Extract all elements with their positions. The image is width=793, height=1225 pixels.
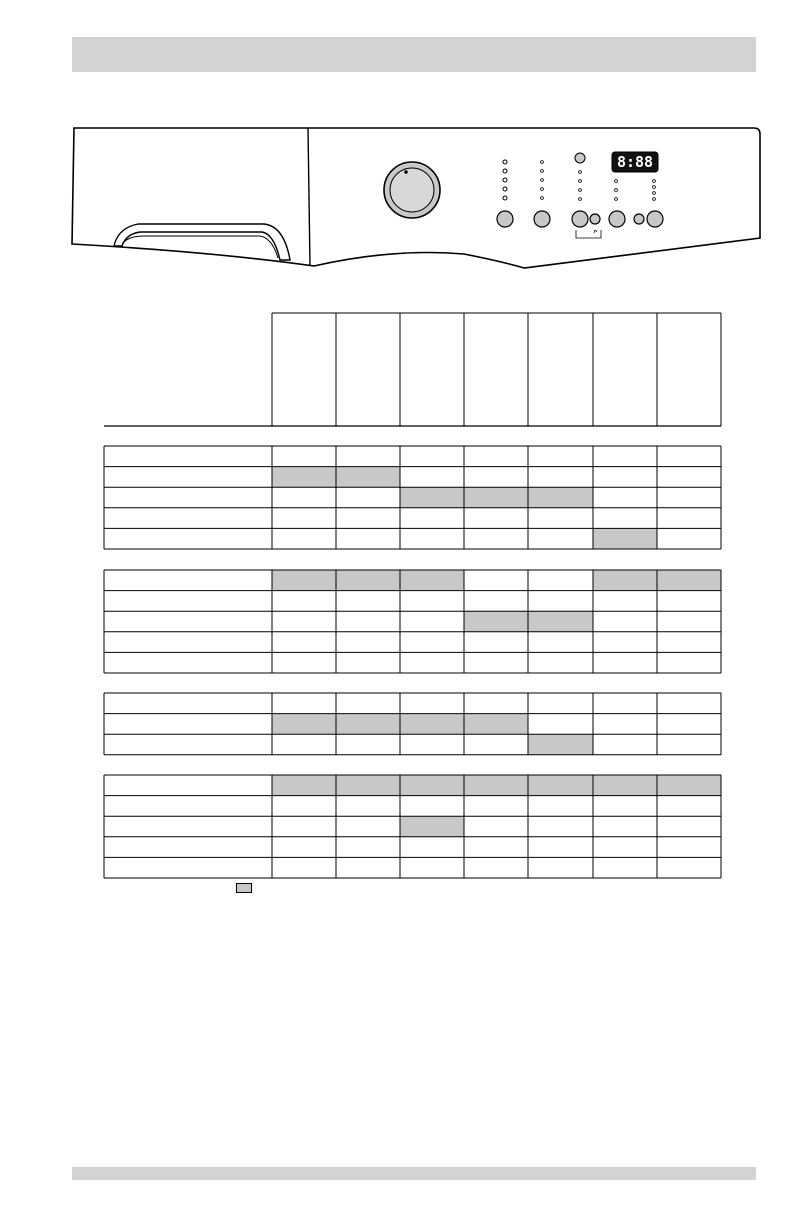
table-cell [272, 816, 336, 837]
table-cell [464, 714, 528, 735]
table-cell [400, 467, 464, 488]
table-cell [272, 591, 336, 612]
table-cell [657, 467, 721, 488]
table-cell [272, 652, 336, 673]
table-cell [593, 570, 657, 591]
table-cell [593, 816, 657, 837]
page-footer-bar [72, 1167, 756, 1180]
table-cell [593, 796, 657, 817]
table-cell [464, 570, 528, 591]
table-cell [464, 632, 528, 653]
table-cell [336, 734, 400, 755]
table-cell [528, 591, 593, 612]
table-cell [272, 611, 336, 632]
table-cell [593, 632, 657, 653]
table-cell [336, 775, 400, 796]
table-cell [272, 446, 336, 467]
table-cell [272, 775, 336, 796]
table-cell [593, 446, 657, 467]
table-cell [336, 652, 400, 673]
table-cell [272, 837, 336, 858]
table-cell [464, 467, 528, 488]
table-cell [464, 487, 528, 508]
table-cell [400, 611, 464, 632]
table-cell [657, 611, 721, 632]
table-cell [464, 446, 528, 467]
table-cell [464, 837, 528, 858]
table-cell [657, 796, 721, 817]
table-cell [272, 734, 336, 755]
table-cell [464, 816, 528, 837]
table-cell [272, 796, 336, 817]
table-cell [272, 508, 336, 529]
table-cell [336, 528, 400, 549]
table-cell [528, 467, 593, 488]
table-cell [528, 508, 593, 529]
table-cell [336, 591, 400, 612]
table-cell [528, 693, 593, 714]
table-cell [593, 528, 657, 549]
table-cell [400, 857, 464, 878]
table-cell [528, 775, 593, 796]
table-cell [528, 528, 593, 549]
table-cell [464, 693, 528, 714]
table-cell [272, 632, 336, 653]
table-cell [657, 693, 721, 714]
table-cell [464, 652, 528, 673]
table-cell [657, 632, 721, 653]
table-cell [464, 857, 528, 878]
table-cell [400, 693, 464, 714]
table-cell [336, 446, 400, 467]
table-cell [593, 611, 657, 632]
table-cell [400, 775, 464, 796]
table-cell [528, 837, 593, 858]
table-cell [657, 652, 721, 673]
table-cell [464, 611, 528, 632]
table-cell [593, 508, 657, 529]
table-cell [593, 775, 657, 796]
display-readout: 8:88 [616, 153, 654, 171]
table-cell [528, 857, 593, 878]
table-cell [528, 796, 593, 817]
table-cell [400, 632, 464, 653]
table-cell [657, 591, 721, 612]
table-cell [336, 796, 400, 817]
table-cell [336, 487, 400, 508]
table-cell [272, 528, 336, 549]
table-cell [336, 837, 400, 858]
table-cell [528, 446, 593, 467]
table-cell [464, 796, 528, 817]
table-cell [400, 714, 464, 735]
table-cell [593, 714, 657, 735]
table-cell [336, 508, 400, 529]
table-cell [528, 816, 593, 837]
table-cell [400, 796, 464, 817]
table-cell [336, 570, 400, 591]
table-cell [272, 693, 336, 714]
table-cell [464, 528, 528, 549]
table-cell [528, 734, 593, 755]
table-cell [593, 652, 657, 673]
table-cell [528, 487, 593, 508]
table-cell [272, 467, 336, 488]
table-cell [400, 446, 464, 467]
table-cell [336, 467, 400, 488]
table-cell [400, 570, 464, 591]
table-cell [528, 652, 593, 673]
legend-swatch [236, 883, 252, 893]
table-cell [593, 591, 657, 612]
table-cell [400, 528, 464, 549]
table-cell [400, 816, 464, 837]
table-cell [528, 714, 593, 735]
table-cell [272, 857, 336, 878]
table-cell [657, 714, 721, 735]
table-cell [593, 734, 657, 755]
table-cell [464, 508, 528, 529]
table-cell [657, 446, 721, 467]
table-cell [272, 487, 336, 508]
table-cell [400, 652, 464, 673]
table-cell [272, 570, 336, 591]
table-cell [336, 693, 400, 714]
table-cell [336, 632, 400, 653]
table-cell [464, 591, 528, 612]
table-cell [336, 714, 400, 735]
table-cell [464, 775, 528, 796]
table-cell [657, 775, 721, 796]
table-cell [464, 734, 528, 755]
table-cell [657, 508, 721, 529]
table-cell [336, 816, 400, 837]
table-cell [336, 857, 400, 878]
table-cell [400, 508, 464, 529]
table-cell [593, 487, 657, 508]
table-cell [657, 857, 721, 878]
table-cell [528, 570, 593, 591]
table-cell [657, 487, 721, 508]
table-cell [657, 816, 721, 837]
table-cell [400, 734, 464, 755]
table-cell [528, 611, 593, 632]
table-cell [400, 487, 464, 508]
table-cell [657, 528, 721, 549]
table-cell [400, 591, 464, 612]
table-cell [272, 714, 336, 735]
table-cell [657, 570, 721, 591]
table-cell [593, 467, 657, 488]
table-cell [593, 837, 657, 858]
table-cell [400, 837, 464, 858]
table-cell [528, 632, 593, 653]
table-cell [657, 734, 721, 755]
table-cell [593, 693, 657, 714]
table-cell [593, 857, 657, 878]
table-cell [336, 611, 400, 632]
table-cell [657, 837, 721, 858]
